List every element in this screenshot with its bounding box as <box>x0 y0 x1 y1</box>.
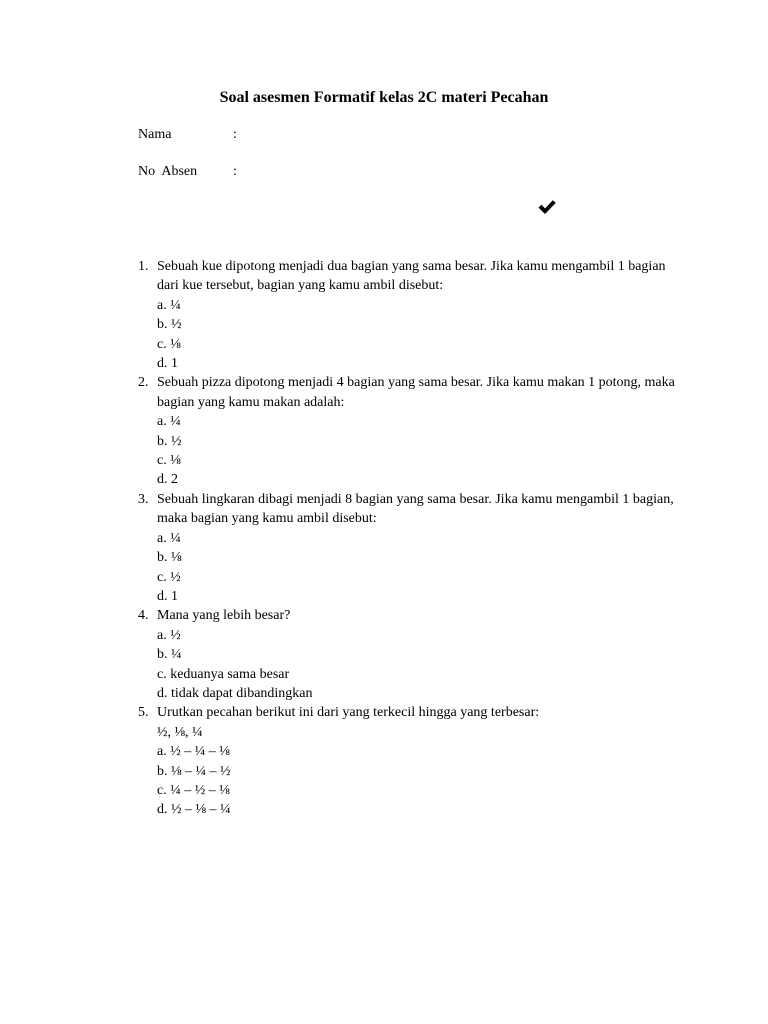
question-number: 5. <box>138 705 149 721</box>
options-list <box>157 529 678 607</box>
absence-number-colon: : <box>233 164 237 179</box>
options-list <box>157 626 678 704</box>
check-mark-icon <box>537 197 557 217</box>
option-d: d. 1 <box>157 588 178 604</box>
question-number: 1. <box>138 259 149 274</box>
question-number: 2. <box>138 375 149 391</box>
question-list <box>138 257 678 820</box>
question-number: 4. <box>138 608 149 624</box>
option-a: a. ¼ <box>157 414 181 430</box>
option-c: c. keduanya sama besar <box>157 666 290 682</box>
absence-number-field <box>138 162 237 182</box>
question-number: 3. <box>138 491 149 507</box>
option-b: b. ½ <box>157 433 182 449</box>
question-2 <box>138 373 678 489</box>
question-text: Sebuah kue dipotong menjadi dua bagian yang sama besar. Jika kamu mengambil 1 bagian dari kue tersebut, bagian yang kamu ambil disebut: <box>157 259 666 294</box>
option-c: c. ¼ – ½ – ⅛ <box>157 782 230 798</box>
name-field <box>138 125 237 145</box>
option-d: d. ½ – ⅛ – ¼ <box>157 802 231 818</box>
option-a: a. ½ – ¼ – ⅛ <box>157 744 230 760</box>
name-colon: : <box>233 127 237 142</box>
option-c: c. ⅛ <box>157 336 181 352</box>
options-list <box>157 296 678 374</box>
question-text: Sebuah lingkaran dibagi menjadi 8 bagian yang sama besar. Jika kamu mengambil 1 bagian, maka bagian yang kamu ambil disebut: <box>157 491 674 527</box>
options-list <box>157 742 678 820</box>
option-d: d. tidak dapat dibandingkan <box>157 685 313 701</box>
option-b: b. ¼ <box>157 647 182 663</box>
question-5 <box>138 703 678 819</box>
question-text: Urutkan pecahan berikut ini dari yang terkecil hingga yang terbesar: <box>157 705 540 721</box>
absence-number-label: No Absen <box>138 164 198 179</box>
question-3 <box>138 490 678 606</box>
options-list <box>157 412 678 490</box>
option-b: b. ⅛ – ¼ – ½ <box>157 763 231 779</box>
question-text: Sebuah pizza dipotong menjadi 4 bagian yang sama besar. Jika kamu makan 1 potong, maka bagian yang kamu makan adalah: <box>157 375 675 410</box>
option-c: c. ⅛ <box>157 453 181 469</box>
option-a: a. ½ <box>157 627 181 643</box>
option-b: b. ½ <box>157 317 182 333</box>
page-title: Soal asesmen Formatif kelas 2C materi Pecahan <box>219 89 549 106</box>
question-1 <box>138 257 678 373</box>
name-label: Nama <box>138 127 172 142</box>
option-b: b. ⅛ <box>157 550 182 566</box>
option-a: a. ¼ <box>157 297 181 313</box>
question-text: Mana yang lebih besar? <box>157 608 291 624</box>
fractions-to-order: ½, ⅛, ¼ <box>157 724 203 740</box>
option-a: a. ¼ <box>157 530 181 546</box>
question-4 <box>138 606 678 703</box>
option-d: d. 1 <box>157 356 178 372</box>
option-c: c. ½ <box>157 569 181 585</box>
option-d: d. 2 <box>157 472 178 488</box>
